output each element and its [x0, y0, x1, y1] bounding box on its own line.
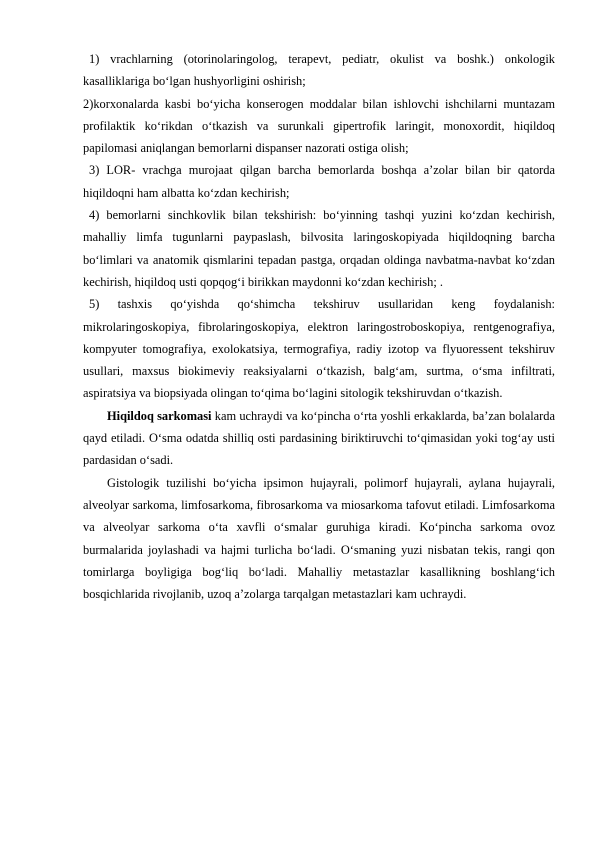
paragraph-item-5: 5) tashxis qo‘yishda qo‘shimcha tekshiruv usullaridan keng foydalanish: mikrolaringoskopiya, fibrolaringoskopiya, elektron laringostroboskopiya, rentgenografiya, kompyuter tomografiya, exolokatsiya, termografiya, radiy izotop va flyuoressent tekshiruv usullari, maxsus biokimeviy reaksiyalarni o‘tkazish, balg‘am, surtma, o‘sma infiltrati, aspiratsiya va biopsiyada olingan to‘qima bo‘lagini sitologik tekshiruvdan o‘tkazish.	[83, 297, 555, 401]
paragraph-item-2: 2)korxonalarda kasbi bo‘yicha konserogen moddalar bilan ishlovchi ishchilarni muntazam profilaktik ko‘rikdan o‘tkazish va surunkali gipertrofik laringit, monoxordit, hiqildoq papilomasi aniqlangan bemorlarni dispanser nazorati ostiga olish;	[83, 96, 555, 156]
paragraph-item-1: 1) vrachlarning (otorinolaringolog, terapevt, pediatr, okulist va boshk.) onkologik kasalliklariga bo‘lgan hushyorligini oshirish;	[83, 52, 555, 89]
paragraph-histology: Gistologik tuzilishi bo‘yicha ipsimon hujayrali, polimorf hujayrali, aylana hujayrali, alveolyar sarkoma, limfosarkoma, fibrosarkoma va miosarkoma tafovut etiladi. Limfosarkoma va alveolyar sarkoma o‘ta xavfli o‘smalar guruhiga kiradi. Ko‘pincha sarkoma ovoz burmalarida joylashadi va hajmi turlicha bo‘ladi. O‘smaning yuzi nisbatan tekis, rangi qon tomirlarga boyligiga bog‘liq bo‘ladi. Mahalliy metastazlar kasallikning boshlang‘ich bosqichlarida rivojlanib, uzoq a’zolarga tarqalgan metastazlari kam uchraydi.	[83, 475, 555, 602]
section-heading-sarcoma: Hiqildoq sarkomasi	[107, 408, 212, 423]
paragraph-sarcoma-text: kam uchraydi va ko‘pincha o‘rta yoshli erkaklarda, ba’zan bolalarda qayd etiladi. O‘sma odatda shilliq osti pardasining biriktiruvchi to‘qimasidan yoki tog‘ay usti pardasidan o‘sadi.	[83, 408, 555, 468]
paragraph-item-4: 4) bemorlarni sinchkovlik bilan tekshirish: bo‘yinning tashqi yuzini ko‘zdan kechirish, mahalliy limfa tugunlarni paypaslash, bilvosita laringoskopiyada hiqildoqning barcha bo‘limlari va anatomik qismlarini tepadan pastga, orqadan oldinga navbatma-navbat ko‘zdan kechirish, hiqildoq usti qopqog‘i birikkan maydonni ko‘zdan kechirish; .	[83, 208, 555, 289]
paragraph-item-3: 3) LOR- vrachga murojaat qilgan barcha bemorlarda boshqa a’zolar bilan bir qatorda hiqildoqni ham albatta ko‘zdan kechirish;	[83, 163, 555, 200]
paragraph-sarcoma-intro	[83, 405, 555, 472]
document-page	[83, 48, 555, 605]
